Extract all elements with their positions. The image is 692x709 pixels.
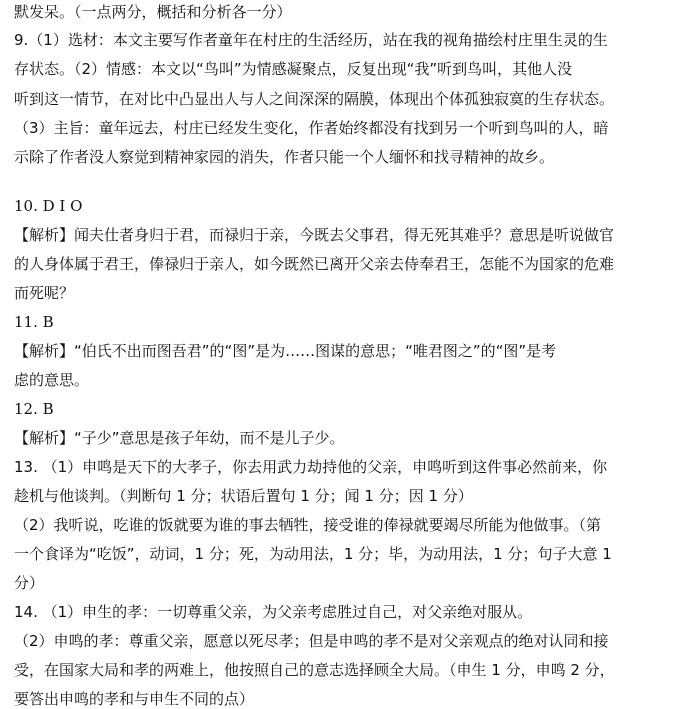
text-line: 虑的意思。 — [14, 371, 90, 389]
text-line: 趁机与他谈判。（判断句 1 分；状语后置句 1 分；闻 1 分；因 1 分） — [14, 487, 473, 505]
text-line: 默发呆。（一点两分，概括和分析各一分） — [14, 3, 292, 21]
text-line: 12. B — [14, 400, 54, 418]
text-line: 分） — [14, 574, 45, 592]
text-line: 9.（1）选材：本文主要写作者童年在村庄的生活经历，站在我的视角描绘村庄里生灵的生 — [14, 31, 608, 49]
text-line: 听到这一情节，在对比中凸显出人与人之间深深的隔膜，体现出个体孤独寂寞的生存状态。 — [14, 90, 615, 108]
text-line: 【解析】“伯氏不出而图吾君”的“图”是为……图谋的意思；“唯君图之”的“图”是考 — [14, 342, 557, 360]
text-line: 受，在国家大局和孝的两难上，他按照自己的意志选择顾全大局。（申生 1 分，申鸣 2 分， — [14, 661, 615, 679]
text-line: 示除了作者没人察觉到精神家园的消失，作者只能一个人缅怀和找寻精神的故乡。 — [14, 148, 555, 166]
text-line: 而死呢？ — [14, 284, 75, 302]
text-line: （3）主旨：童年远去，村庄已经发生变化，作者始终都没有找到另一个听到鸟叫的人，暗 — [14, 119, 609, 137]
text-line: （2）申鸣的孝：尊重父亲，愿意以死尽孝；但是申鸣的孝不是对父亲观点的绝对认同和接 — [14, 632, 609, 650]
text-line: （2）我听说，吃谁的饭就要为谁的事去牺牲，接受谁的俸禄就要竭尽所能为他做事。（第 — [14, 516, 602, 534]
text-line: 一个食译为“吃饭”，动词，1 分；死，为动用法，1 分；毕，为动用法，1 分；句子大意 1 — [14, 545, 612, 563]
text-line: 要答出申鸣的孝和与申生不同的点） — [14, 690, 255, 708]
text-line: 的人身体属于君王，俸禄归于亲人，如今既然已离开父亲去侍奉君王，怎能不为国家的危难 — [14, 255, 615, 273]
text-line: 10. D I O — [14, 197, 83, 215]
text-line: 【解析】“子少”意思是孩子年幼，而不是儿子少。 — [14, 429, 345, 447]
text-line: 存状态。（2）情感：本文以“鸟叫”为情感凝聚点，反复出现“我”听到鸟叫，其他人没 — [14, 60, 573, 78]
text-line: 14. （1）申生的孝：一切尊重父亲，为父亲考虑胜过自己，对父亲绝对服从。 — [14, 603, 533, 621]
text-line: 11. B — [14, 313, 54, 331]
text-line: 【解析】闻夫仕者身归于君，而禄归于亲，今既去父事君，得无死其难乎？意思是听说做官 — [14, 226, 615, 244]
text-line: 13. （1）申鸣是天下的大孝子，你去用武力劫持他的父亲，申鸣听到这件事必然前来，你 — [14, 458, 608, 476]
